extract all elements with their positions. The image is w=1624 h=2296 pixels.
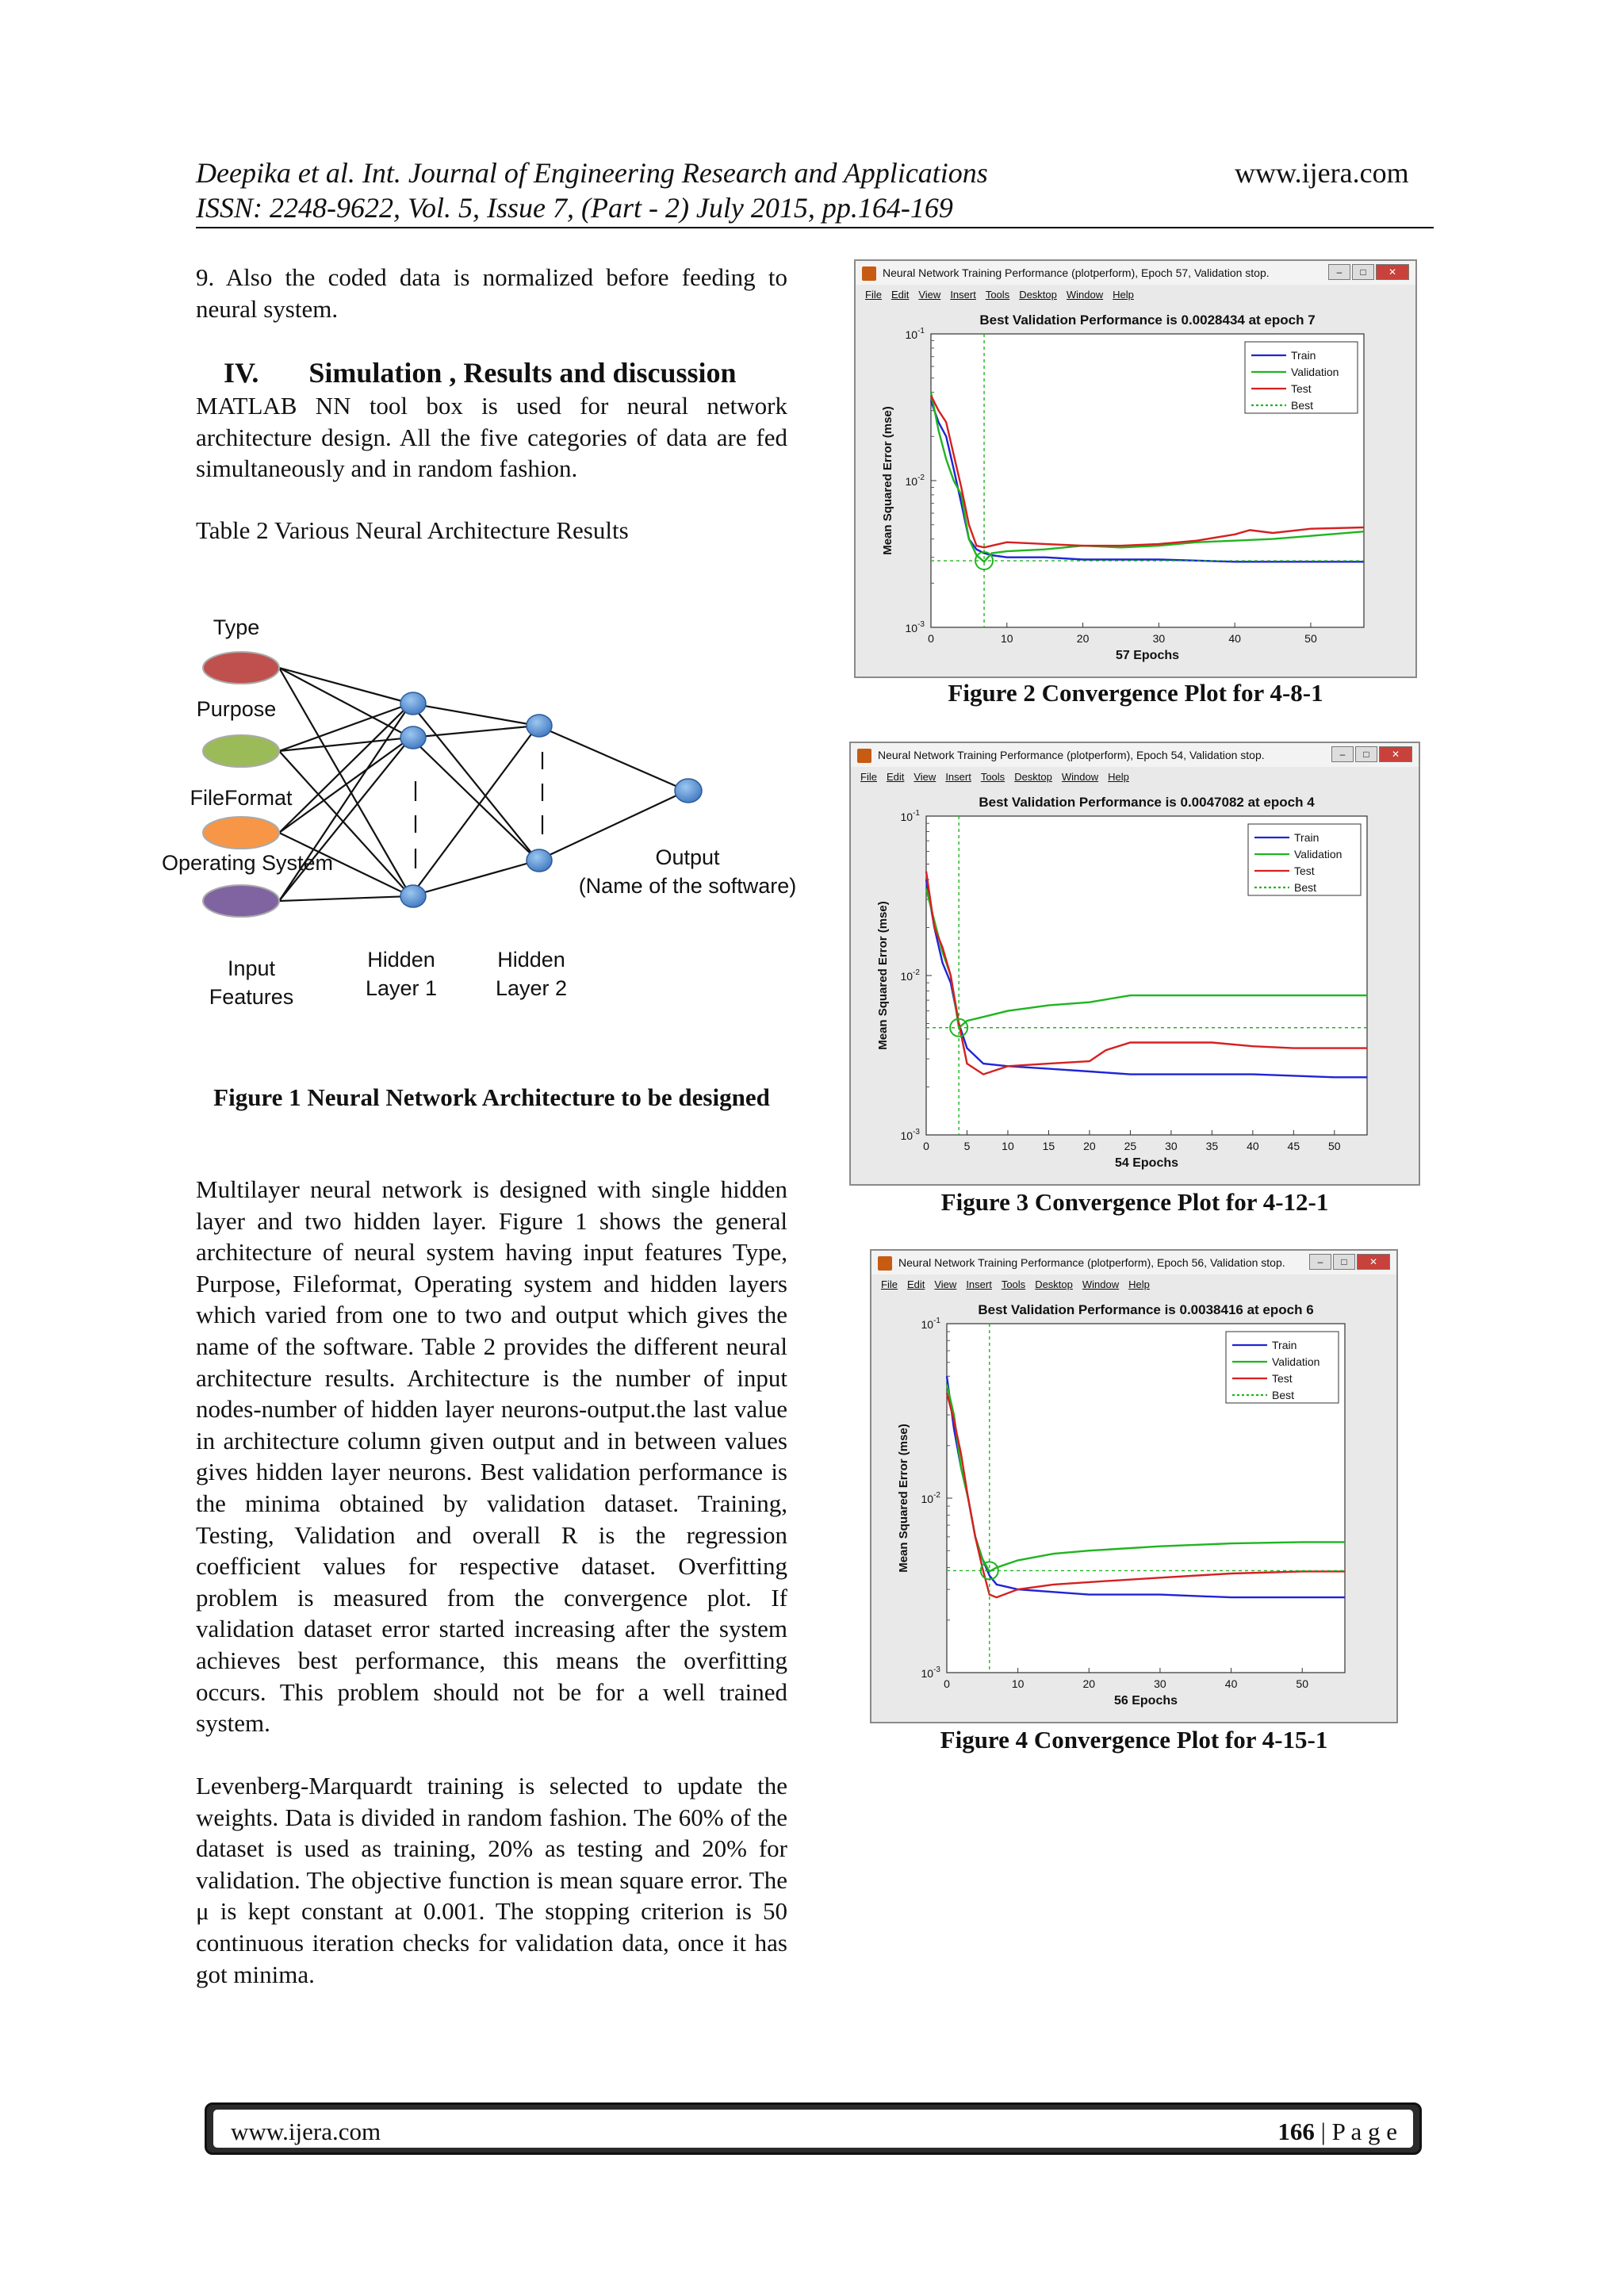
x-tick-label: 40 (1224, 1677, 1238, 1690)
figure-3-chart (851, 789, 1419, 1184)
legend-label: Test (1291, 382, 1312, 395)
window-title: Neural Network Training Performance (plotperform), Epoch 56, Validation stop. (898, 1256, 1285, 1269)
menu-file[interactable]: File (865, 289, 882, 301)
y-tick-label: $10^{-1}$ (921, 1317, 940, 1331)
menu-insert[interactable]: Insert (945, 771, 971, 783)
window-controls (1330, 746, 1412, 762)
menu-view[interactable]: View (918, 289, 941, 301)
menu-help[interactable]: Help (1128, 1278, 1150, 1290)
y-tick-label: $10^{-1}$ (905, 327, 925, 341)
close-icon[interactable]: ✕ (1376, 264, 1409, 280)
x-tick-label: 40 (1247, 1140, 1259, 1152)
y-tick-label: $10^{-1}$ (900, 809, 920, 823)
matlab-icon (878, 1256, 892, 1271)
close-icon[interactable]: ✕ (1357, 1254, 1390, 1270)
y-tick-exponent: -1 (933, 1317, 940, 1325)
output-node (675, 779, 702, 803)
hidden-layer-1-label: Layer 1 (365, 976, 438, 1000)
y-tick-label: $10^{-3}$ (905, 620, 925, 634)
legend-label: Validation (1272, 1355, 1320, 1368)
hidden2-node (527, 849, 552, 872)
menubar (871, 1276, 1396, 1294)
x-tick-label: 5 (963, 1140, 971, 1152)
y-tick-exponent: -3 (917, 620, 925, 629)
input-features-label: Features (209, 985, 294, 1009)
menu-view[interactable]: View (914, 771, 936, 783)
x-tick-label: 15 (1042, 1140, 1055, 1152)
menu-window[interactable]: Window (1061, 771, 1099, 783)
x-tick-label: 45 (1287, 1140, 1300, 1152)
window-controls (1308, 1254, 1390, 1270)
maximize-icon[interactable]: □ (1352, 264, 1374, 280)
x-axis-label: 54 Epochs (1114, 1156, 1179, 1170)
y-axis-label: Mean Squared Error (mse) (897, 1424, 910, 1573)
menubar (856, 286, 1415, 304)
input-features-label: Input (227, 956, 276, 980)
hidden1-node (400, 726, 426, 749)
maximize-icon[interactable]: □ (1333, 1254, 1355, 1270)
page-footer (205, 2102, 1422, 2155)
y-axis-label: Mean Squared Error (mse) (876, 901, 890, 1050)
y-tick-exponent: -2 (917, 473, 925, 482)
hidden2-node (527, 715, 552, 737)
figure-3-caption: Figure 3 Convergence Plot for 4-12-1 (940, 1188, 1329, 1216)
x-tick-label: 25 (1124, 1140, 1137, 1152)
menu-tools[interactable]: Tools (1001, 1278, 1026, 1290)
maximize-icon[interactable]: □ (1355, 746, 1377, 762)
legend-label: Test (1272, 1372, 1293, 1385)
menubar (851, 769, 1419, 786)
figure-2-window (854, 259, 1417, 678)
menu-help[interactable]: Help (1108, 771, 1129, 783)
figure-2-chart (856, 307, 1415, 677)
page-number: 166 (1277, 2118, 1315, 2145)
output-label: Output (655, 845, 720, 869)
y-tick-exponent: -2 (933, 1491, 940, 1500)
minimize-icon[interactable]: – (1328, 264, 1350, 280)
y-tick-label: $10^{-3}$ (921, 1665, 940, 1680)
x-tick-label: 0 (944, 1677, 950, 1690)
table-title: Table 2 Various Neural Architecture Results (196, 516, 629, 544)
input-label: FileFormat (190, 786, 293, 810)
x-tick-label: 20 (1082, 1677, 1096, 1690)
body-paragraph-2: Levenberg-Marquardt training is selected to update the weights. Data is divided in random fashion. The 60% of the dataset is used as training, 20% as testing and 20% for validation. The objective function is mean square error. The μ is kept constant at 0.001. The stopping criterion is 50 continuous iteration checks for validation data, once it has got minima. (196, 1772, 787, 1988)
input-label: Purpose (196, 697, 277, 721)
matlab-icon (857, 749, 871, 763)
y-tick-label: $10^{-3}$ (900, 1128, 920, 1142)
header-website: www.ijera.com (1235, 157, 1409, 189)
window-title: Neural Network Training Performance (plotperform), Epoch 54, Validation stop. (878, 749, 1265, 761)
menu-view[interactable]: View (934, 1278, 957, 1290)
figure-3-window (849, 742, 1420, 1186)
legend-label: Validation (1291, 366, 1339, 378)
menu-tools[interactable]: Tools (980, 771, 1005, 783)
matlab-icon (862, 266, 876, 281)
figure-1-diagram (159, 603, 809, 1015)
menu-file[interactable]: File (881, 1278, 898, 1290)
input-label: Type (213, 615, 260, 639)
hidden-layer-2-label: Layer 2 (495, 976, 568, 1000)
x-tick-label: 0 (923, 1140, 929, 1152)
y-tick-label: $10^{-2}$ (900, 968, 920, 983)
x-tick-label: 10 (1002, 1140, 1014, 1152)
legend-label: Best (1294, 881, 1317, 894)
x-tick-label: 30 (1152, 632, 1166, 645)
header-rule (196, 227, 1434, 228)
x-axis-label: 57 Epochs (1115, 649, 1180, 662)
x-tick-label: 50 (1328, 1140, 1341, 1152)
page-label: | P a g e (1314, 2118, 1397, 2145)
y-tick-exponent: -1 (917, 327, 925, 335)
x-tick-label: 50 (1296, 1677, 1309, 1690)
menu-desktop[interactable]: Desktop (1019, 289, 1057, 301)
hidden-layer-2-label: Hidden (497, 948, 565, 972)
legend-label: Train (1272, 1339, 1297, 1351)
legend-label: Train (1294, 831, 1320, 844)
x-tick-label: 35 (1205, 1140, 1219, 1152)
legend-label: Best (1272, 1389, 1295, 1401)
input-node-fileformat (203, 817, 279, 849)
hidden-layer-1-label: Hidden (367, 948, 435, 972)
input-node-purpose (203, 735, 279, 767)
input-node-operating-system (203, 885, 279, 917)
chart-title: Best Validation Performance is 0.0028434 at epoch 7 (979, 312, 1316, 328)
menu-edit[interactable]: Edit (906, 1278, 925, 1290)
running-header: Deepika et al. Int. Journal of Engineering Research and Applications (196, 157, 988, 189)
footer-website: www.ijera.com (231, 2118, 381, 2145)
x-tick-label: 0 (928, 632, 934, 645)
menu-insert[interactable]: Insert (966, 1278, 992, 1290)
y-tick-label: $10^{-2}$ (905, 473, 925, 488)
menu-tools[interactable]: Tools (985, 289, 1010, 301)
minimize-icon[interactable]: – (1331, 746, 1354, 762)
figure-1-caption: Figure 1 Neural Network Architecture to be designed (213, 1083, 770, 1111)
list-item-9: 9. Also the coded data is normalized before feeding to neural system. (196, 263, 787, 323)
x-tick-label: 20 (1083, 1140, 1096, 1152)
chart-title: Best Validation Performance is 0.0047082 at epoch 4 (979, 795, 1315, 810)
page-number-block (1277, 2118, 1397, 2146)
input-node-type (203, 652, 279, 684)
menu-edit[interactable]: Edit (891, 289, 910, 301)
window-controls (1327, 264, 1409, 280)
figure-4-caption: Figure 4 Convergence Plot for 4-15-1 (940, 1726, 1328, 1754)
section-heading: IV. Simulation , Results and discussion (224, 357, 737, 389)
section-paragraph: MATLAB NN tool box is used for neural network architecture design. All the five categories of data are fed simultaneously and in random fashion. (196, 392, 787, 483)
x-tick-label: 30 (1154, 1677, 1166, 1690)
x-tick-label: 40 (1228, 632, 1241, 645)
figure-4-chart (871, 1297, 1396, 1722)
input-label: Operating System (161, 851, 334, 875)
hidden1-node (400, 885, 426, 907)
menu-desktop[interactable]: Desktop (1014, 771, 1052, 783)
output-label: (Name of the software) (578, 874, 797, 898)
close-icon[interactable]: ✕ (1379, 746, 1412, 762)
menu-desktop[interactable]: Desktop (1035, 1278, 1073, 1290)
figure-4-window (870, 1249, 1398, 1723)
menu-insert[interactable]: Insert (950, 289, 976, 301)
menu-window[interactable]: Window (1066, 289, 1104, 301)
x-tick-label: 30 (1165, 1140, 1178, 1152)
menu-window[interactable]: Window (1082, 1278, 1120, 1290)
legend-label: Train (1291, 349, 1316, 362)
x-tick-label: 50 (1304, 632, 1317, 645)
x-tick-label: 10 (1001, 632, 1013, 645)
hidden1-node (400, 692, 426, 715)
y-tick-exponent: -1 (913, 809, 920, 818)
legend-label: Test (1294, 864, 1315, 877)
minimize-icon[interactable]: – (1309, 1254, 1331, 1270)
y-tick-label: $10^{-2}$ (921, 1491, 940, 1505)
x-tick-label: 10 (1011, 1677, 1025, 1690)
x-axis-label: 56 Epochs (1113, 1694, 1178, 1708)
window-title: Neural Network Training Performance (plotperform), Epoch 57, Validation stop. (883, 266, 1270, 279)
menu-help[interactable]: Help (1113, 289, 1134, 301)
figure-2-caption: Figure 2 Convergence Plot for 4-8-1 (948, 679, 1323, 707)
menu-edit[interactable]: Edit (886, 771, 905, 783)
menu-file[interactable]: File (860, 771, 877, 783)
y-tick-exponent: -3 (913, 1128, 920, 1137)
legend-label: Validation (1294, 848, 1342, 861)
body-paragraph-1: Multilayer neural network is designed with single hidden layer and two hidden layer. Figure 1 shows the general architecture of neural system having input features Type, Purpose, Fileformat, Operating system and hidden layers which varied from one to two and output which gives the name of the software. Table 2 provides the different neural architecture results. Architecture is the number of input nodes-number of hidden layer neurons-output.the last value in architecture column given output and in between values gives hidden layer neurons. Best validation performance is the minima obtained by validation dataset. Training, Testing, Validation and overall R is the regression coefficient values for respective dataset. Overfitting problem is measured from the convergence plot. If validation dataset error started increasing after the system achieves best performance, this means the overfitting occurs. This problem should not be for a well trained system. (196, 1175, 787, 1738)
legend-label: Best (1291, 399, 1314, 412)
y-tick-exponent: -3 (933, 1665, 940, 1674)
chart-title: Best Validation Performance is 0.0038416 at epoch 6 (978, 1302, 1314, 1317)
y-axis-label: Mean Squared Error (mse) (881, 406, 894, 555)
issn-line: ISSN: 2248-9622, Vol. 5, Issue 7, (Part - 2) July 2015, pp.164-169 (196, 192, 953, 224)
x-tick-label: 20 (1076, 632, 1090, 645)
y-tick-exponent: -2 (913, 968, 920, 977)
